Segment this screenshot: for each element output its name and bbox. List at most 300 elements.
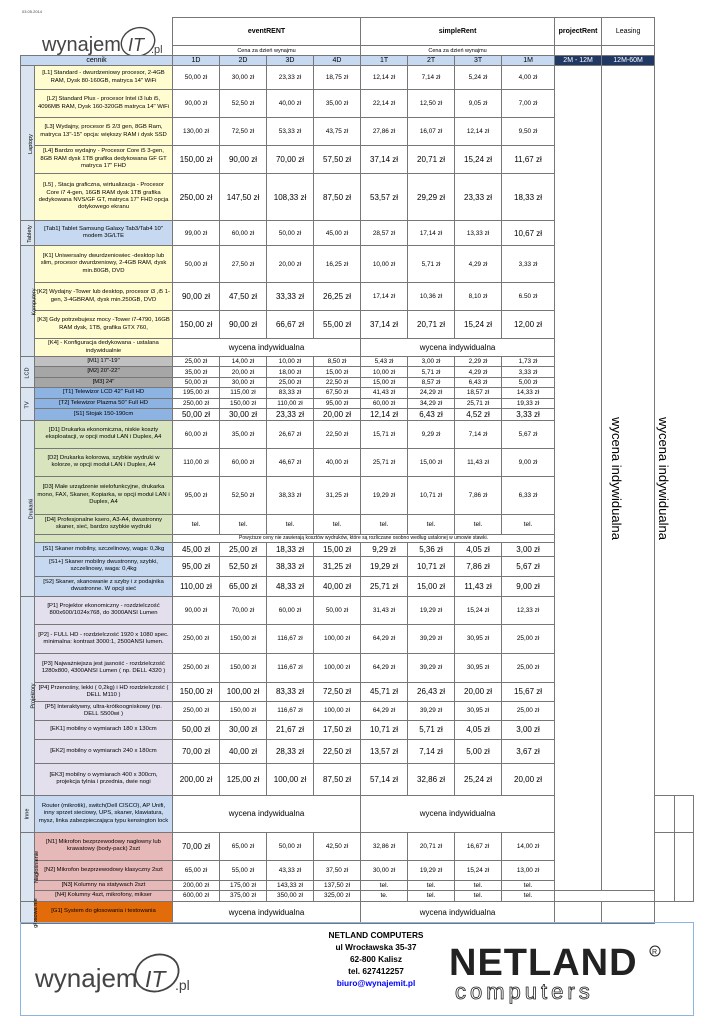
- price-cell: 7,86 zł: [455, 556, 502, 576]
- price-cell: 22,50 zł: [314, 377, 361, 387]
- price-cell: 175,00 zł: [220, 880, 267, 890]
- price-cell: 9,50 zł: [502, 118, 555, 146]
- price-cell: 4,29 zł: [455, 246, 502, 283]
- price-cell: 50,00 zł: [173, 246, 220, 283]
- svg-text:.pl: .pl: [175, 977, 190, 993]
- product-desc: [D4] Profesjonalne ksero, A3-A4, dwustronny skaner, sieć, bardzo szybkie wydruki: [35, 514, 173, 534]
- price-cell: 250,00 zł: [173, 701, 220, 720]
- price-cell: 46,67 zł: [267, 448, 314, 476]
- col-2d: 2D: [220, 56, 267, 66]
- price-cell: 5,67 zł: [502, 420, 555, 448]
- product-desc: [L3] Wydajny, procesor i5 2/3 gen, 8GB Ram, matryca 13"-15" opcja: większy RAM i dysk SSD: [35, 118, 173, 146]
- price-cell: 65,00 zł: [220, 576, 267, 596]
- product-desc: [T1] Telewizor LCD 42" Full HD: [35, 388, 173, 398]
- vertical-custom-price-12m: wycena indywidualna: [602, 66, 655, 891]
- price-cell: 250,00 zł: [173, 653, 220, 682]
- price-cell: 50,00 zł: [173, 720, 220, 739]
- product-desc: [L1] Standard - dwurdzeniowy procesor, 2-4GB RAM, Dysk 80-160GB, matryca 14" WiFi: [35, 66, 173, 90]
- product-desc: [P4] Przenośny, lekki ( 0,2kg) i HD rozdzielczość ( DELL M110 ): [35, 682, 173, 701]
- price-cell: 50,00 zł: [173, 377, 220, 387]
- price-cell: 25,00 zł: [220, 542, 267, 556]
- price-cell: 3,00 zł: [408, 357, 455, 367]
- price-cell: 10,00 zł: [267, 357, 314, 367]
- price-cell: 5,71 zł: [408, 720, 455, 739]
- company-street: ul Wrocławska 35-37: [335, 942, 417, 952]
- price-cell: 25,71 zł: [361, 448, 408, 476]
- price-cell: 4,05 zł: [455, 720, 502, 739]
- price-cell: 42,50 zł: [314, 832, 361, 860]
- price-cell: 27,86 zł: [361, 118, 408, 146]
- price-cell: 65,00 zł: [173, 860, 220, 880]
- col-1m: 1M: [502, 56, 555, 66]
- price-cell: tel.: [408, 880, 455, 890]
- price-cell: tel.: [267, 514, 314, 534]
- price-cell: 12,14 zł: [361, 408, 408, 420]
- price-cell: 30,00 zł: [220, 66, 267, 90]
- product-desc: [D2] Drukarka kolorowa, szybkie wydruki w kolorze, w opcji moduł LAN i Duplex, A4: [35, 448, 173, 476]
- table-row: [21, 891, 694, 901]
- price-cell: tel.: [455, 891, 502, 901]
- price-cell: 100,00 zł: [267, 763, 314, 795]
- custom-price: wycena indywidualna: [173, 795, 361, 832]
- price-cell: 11,43 zł: [455, 576, 502, 596]
- price-cell: 19,29 zł: [361, 476, 408, 514]
- product-desc: [P3] Najważniejsza jest jasność - rozdzielczość 1280x800, 4300ANSI Lumen ( np. DELL 4320 ): [35, 653, 173, 682]
- price-cell: 72,50 zł: [314, 682, 361, 701]
- col-2m-12m: 2M - 12M: [555, 56, 602, 66]
- price-cell: tel.: [220, 514, 267, 534]
- price-cell: 6,33 zł: [502, 476, 555, 514]
- svg-text:NETLAND: NETLAND: [449, 942, 638, 984]
- price-cell: 50,00 zł: [267, 221, 314, 246]
- price-cell: 15,24 zł: [455, 146, 502, 174]
- price-cell: 39,29 zł: [408, 653, 455, 682]
- price-cell: 17,14 zł: [361, 283, 408, 311]
- price-cell: 38,33 zł: [267, 556, 314, 576]
- product-desc: [S1+] Skaner mobilny dwustronny, szybki, szczelinowy, waga: 0,4kg: [35, 556, 173, 576]
- product-desc: [L4] Bardzo wydajny - Procesor Core i5 3-gen, 8GB RAM dysk 1TB grafika dedykowana GF GT matryca 17" FHD: [35, 146, 173, 174]
- price-cell: 7,00 zł: [502, 90, 555, 118]
- product-desc: [N1] Mikrofon bezprzewodowy nagłowny lub krawatowy (body-pack) 2szt: [35, 832, 173, 860]
- price-cell: 50,00 zł: [267, 832, 314, 860]
- price-cell: 20,00 zł: [502, 763, 555, 795]
- price-cell: 22,50 zł: [314, 420, 361, 448]
- price-cell: 147,50 zł: [220, 174, 267, 221]
- price-cell: 3,67 zł: [502, 739, 555, 763]
- price-cell: 21,67 zł: [267, 720, 314, 739]
- price-cell: 116,67 zł: [267, 624, 314, 653]
- price-cell: 19,33 zł: [502, 398, 555, 408]
- price-cell: 19,29 zł: [408, 596, 455, 624]
- price-cell: 99,00 zł: [173, 221, 220, 246]
- price-cell: 600,00 zł: [173, 891, 220, 901]
- price-cell: 23,33 zł: [267, 408, 314, 420]
- category-lcd: LCD: [21, 357, 35, 388]
- price-cell: 32,86 zł: [361, 832, 408, 860]
- price-cell: 110,00 zł: [173, 448, 220, 476]
- table-row: [21, 66, 694, 90]
- price-cell: 39,29 zł: [408, 624, 455, 653]
- price-cell: 15,24 zł: [455, 596, 502, 624]
- price-cell: 24,29 zł: [408, 388, 455, 398]
- price-cell: 64,29 zł: [361, 701, 408, 720]
- price-cell: 150,00 zł: [173, 682, 220, 701]
- price-cell: 15,00 zł: [314, 367, 361, 377]
- price-cell: 150,00 zł: [220, 701, 267, 720]
- product-desc: Router (mikrotik), switch(Dell CISCO), AP Unifi, inny sprzet sieciowy, UPS, skaner, klawiatura, mysz, linka zabezpieczająca typu kensington lock: [35, 795, 173, 832]
- price-cell: 52,50 zł: [220, 90, 267, 118]
- price-cell: 30,95 zł: [455, 653, 502, 682]
- price-cell: 60,00 zł: [173, 420, 220, 448]
- price-cell: 70,00 zł: [173, 832, 220, 860]
- price-cell: 3,00 zł: [502, 542, 555, 556]
- price-cell: 12,14 zł: [455, 118, 502, 146]
- price-cell: 22,14 zł: [361, 90, 408, 118]
- price-cell: 12,50 zł: [408, 90, 455, 118]
- product-desc: [D3] Małe urządzenie wielofunkcyjne, drukarka mono, FAX, Skaner, Kopiarka, w opcji moduł LAN i Duplex, A4: [35, 476, 173, 514]
- price-cell: 20,00 zł: [220, 367, 267, 377]
- price-table: [20, 17, 694, 928]
- product-desc: [S2] Skaner, skanowanie z szyby i z podajnika dwustronne. W opcji sieć: [35, 576, 173, 596]
- price-cell: 15,00 zł: [408, 448, 455, 476]
- price-cell: 18,33 zł: [502, 174, 555, 221]
- price-cell: 83,33 zł: [267, 682, 314, 701]
- category-laptopy: Laptopy: [21, 66, 35, 221]
- product-desc: [K2] Wydajny -Tower lub desktop, procesor i3 ,i5 1-gen, 3-4GBRAM, dysk min.250GB, DVD: [35, 283, 173, 311]
- company-name: NETLAND COMPUTERS: [328, 930, 424, 940]
- price-cell: 25,00 zł: [502, 624, 555, 653]
- price-cell: 64,29 zł: [361, 624, 408, 653]
- price-cell: 13,33 zł: [455, 221, 502, 246]
- price-cell: 16,67 zł: [455, 832, 502, 860]
- svg-text:computers: computers: [455, 979, 594, 1004]
- price-cell: 325,00 zł: [314, 891, 361, 901]
- price-cell: 137,50 zł: [314, 880, 361, 890]
- custom-price: wycena indywidualna: [361, 901, 555, 923]
- price-cell: 20,71 zł: [408, 832, 455, 860]
- price-cell: 8,57 zł: [408, 377, 455, 387]
- price-cell: 31,25 zł: [314, 476, 361, 514]
- price-cell: tel.: [408, 514, 455, 534]
- col-4d: 4D: [314, 56, 361, 66]
- price-cell: 4,05 zł: [455, 542, 502, 556]
- price-cell: 15,67 zł: [502, 682, 555, 701]
- price-cell: 43,75 zł: [314, 118, 361, 146]
- price-cell: 150,00 zł: [173, 311, 220, 339]
- price-cell: 250,00 zł: [173, 174, 220, 221]
- price-cell: 10,36 zł: [408, 283, 455, 311]
- price-cell: 20,00 zł: [314, 408, 361, 420]
- price-cell: 17,50 zł: [314, 720, 361, 739]
- price-cell: 100,00 zł: [220, 682, 267, 701]
- price-cell: 66,67 zł: [267, 311, 314, 339]
- product-desc: [L2] Standard Plus - procesor Intel i3 lub i5, 4096MB RAM, Dysk 160-320GB matryca 14" WiFi: [35, 90, 173, 118]
- svg-text:IT: IT: [128, 35, 144, 55]
- price-cell: 12,00 zł: [502, 311, 555, 339]
- company-email-link[interactable]: biuro@wynajemit.pl: [336, 978, 416, 988]
- price-cell: 25,00 zł: [502, 701, 555, 720]
- price-cell: 7,14 zł: [455, 420, 502, 448]
- svg-text:IT: IT: [145, 966, 166, 992]
- price-cell: 64,29 zł: [361, 653, 408, 682]
- price-cell: 20,00 zł: [455, 682, 502, 701]
- category-inne: Inne: [21, 795, 35, 832]
- price-cell: 60,00 zł: [361, 398, 408, 408]
- price-cell: 40,00 zł: [314, 448, 361, 476]
- price-cell: 70,00 zł: [173, 739, 220, 763]
- price-cell: 25,00 zł: [502, 653, 555, 682]
- product-desc: [T2] Telewizor Plazma 50" Full HD: [35, 398, 173, 408]
- price-cell: 95,00 zł: [173, 556, 220, 576]
- price-cell: 34,29 zł: [408, 398, 455, 408]
- price-cell: tel.: [408, 891, 455, 901]
- price-cell: 8,50 zł: [314, 357, 361, 367]
- price-cell: 18,75 zł: [314, 66, 361, 90]
- price-cell: 18,33 zł: [267, 542, 314, 556]
- price-cell: 116,67 zł: [267, 653, 314, 682]
- price-cell: 4,00 zł: [502, 66, 555, 90]
- price-cell: 116,67 zł: [267, 701, 314, 720]
- price-cell: 9,00 zł: [502, 448, 555, 476]
- price-cell: 110,00 zł: [173, 576, 220, 596]
- price-cell: 28,57 zł: [361, 221, 408, 246]
- category-drukarki: Drukarki: [21, 420, 35, 596]
- product-desc: [S1] Skaner mobilny, szczelinowy, waga: 0,3kg: [35, 542, 173, 556]
- price-cell: 13,57 zł: [361, 739, 408, 763]
- price-cell: 57,50 zł: [314, 146, 361, 174]
- price-cell: 150,00 zł: [220, 653, 267, 682]
- price-cell: 350,00 zł: [267, 891, 314, 901]
- price-cell: 87,50 zł: [314, 763, 361, 795]
- price-cell: 53,33 zł: [267, 118, 314, 146]
- price-cell: 7,14 zł: [408, 739, 455, 763]
- price-cell: tel.: [361, 880, 408, 890]
- price-cell: 16,25 zł: [314, 246, 361, 283]
- price-cell: 15,00 zł: [314, 542, 361, 556]
- price-cell: 108,33 zł: [267, 174, 314, 221]
- price-cell: 35,00 zł: [173, 367, 220, 377]
- price-cell: 26,43 zł: [408, 682, 455, 701]
- custom-price: wycena indywidualna: [361, 339, 555, 357]
- price-cell: 67,50 zł: [314, 388, 361, 398]
- price-cell: 11,43 zł: [455, 448, 502, 476]
- col-2t: 2T: [408, 56, 455, 66]
- price-cell: tel.: [455, 514, 502, 534]
- price-cell: 90,00 zł: [173, 283, 220, 311]
- price-cell: tel.: [173, 514, 220, 534]
- price-cell: te.: [361, 891, 408, 901]
- price-cell: 60,00 zł: [220, 221, 267, 246]
- price-cell: 15,24 zł: [455, 860, 502, 880]
- eventrent-header: eventRENT: [173, 18, 361, 46]
- price-cell: 6,43 zł: [455, 377, 502, 387]
- price-cell: 25,71 zł: [455, 398, 502, 408]
- price-cell: 35,00 zł: [314, 90, 361, 118]
- price-cell: tel.: [502, 891, 555, 901]
- netland-logo: [445, 937, 685, 1007]
- price-cell: 7,14 zł: [408, 66, 455, 90]
- price-cell: 23,33 zł: [267, 66, 314, 90]
- price-cell: 1,73 zł: [502, 357, 555, 367]
- price-cell: 375,00 zł: [220, 891, 267, 901]
- price-cell: 57,14 zł: [361, 763, 408, 795]
- price-cell: 19,29 zł: [408, 860, 455, 880]
- cennik-label: cennik: [21, 56, 173, 66]
- price-cell: 8,10 zł: [455, 283, 502, 311]
- category-naglosnienie: Nagłośnienie: [21, 832, 35, 901]
- document-date: 03.05.2014: [22, 9, 43, 14]
- price-cell: 30,00 zł: [220, 408, 267, 420]
- product-desc: [K4] - Konfiguracja dedykowana - ustalana indywidualnie: [35, 339, 173, 357]
- projectrent-header: projectRent: [555, 18, 602, 46]
- price-cell: 60,00 zł: [267, 596, 314, 624]
- price-cell: 110,00 zł: [267, 398, 314, 408]
- price-cell: 250,00 zł: [173, 398, 220, 408]
- price-cell: 50,00 zł: [173, 408, 220, 420]
- price-cell: 50,00 zł: [173, 66, 220, 90]
- price-cell: 9,00 zł: [502, 576, 555, 596]
- price-cell: 26,25 zł: [314, 283, 361, 311]
- simplerent-header: simpleRent: [361, 18, 555, 46]
- price-cell: 47,50 zł: [220, 283, 267, 311]
- price-cell: 5,24 zł: [455, 66, 502, 90]
- price-cell: 20,71 zł: [408, 146, 455, 174]
- price-cell: 20,71 zł: [408, 311, 455, 339]
- price-cell: 65,00 zł: [220, 832, 267, 860]
- price-cell: 55,00 zł: [314, 311, 361, 339]
- price-cell: 150,00 zł: [173, 146, 220, 174]
- price-cell: 70,00 zł: [220, 596, 267, 624]
- price-cell: 3,33 zł: [502, 408, 555, 420]
- price-cell: 45,00 zł: [173, 542, 220, 556]
- footer: [20, 922, 694, 1016]
- category-tv: TV: [21, 388, 35, 421]
- price-cell: 9,29 zł: [361, 542, 408, 556]
- company-phone: tel. 627412257: [348, 966, 404, 976]
- price-cell: 150,00 zł: [220, 624, 267, 653]
- price-cell: 6.50 zł: [502, 283, 555, 311]
- price-cell: 40,00 zł: [267, 90, 314, 118]
- price-cell: 7,86 zł: [455, 476, 502, 514]
- category-glosowanie: głosowa nie: [21, 901, 35, 923]
- price-cell: 3,33 zł: [502, 367, 555, 377]
- price-cell: 31,43 zł: [361, 596, 408, 624]
- price-cell: 15,71 zł: [361, 420, 408, 448]
- product-desc: [EK1] mobilny o wymiarach 180 x 130cm: [35, 720, 173, 739]
- product-desc: [G1] System do głosowania i testowania: [35, 901, 173, 923]
- price-cell: 12,33 zł: [502, 596, 555, 624]
- price-cell: 25,00 zł: [267, 377, 314, 387]
- product-desc: [P2] - FULL HD - rozdzielczość 1920 x 1080 spec. minimalna: kontrast 3000:1, 2500ANSI lumen.: [35, 624, 173, 653]
- price-cell: 83,33 zł: [267, 388, 314, 398]
- product-desc: [EK3] mobilny o wymiarach 400 x 300cm, projekcja tylnia i przednia, dwie nogi: [35, 763, 173, 795]
- product-desc: [K3] Gdy potrzebujesz mocy -Tower i7-4790, 16GB RAM dysk, 1TB, grafika GTX 760,: [35, 311, 173, 339]
- price-cell: 32,86 zł: [408, 763, 455, 795]
- price-cell: 6,43 zł: [408, 408, 455, 420]
- category-komputery: Komputery: [21, 246, 35, 357]
- price-cell: 40,00 zł: [314, 576, 361, 596]
- price-cell: 35,00 zł: [220, 420, 267, 448]
- category-projektory: Projektory: [21, 596, 35, 795]
- col-1t: 1T: [361, 56, 408, 66]
- category-tablety: Tablety: [21, 221, 35, 246]
- product-desc: [K1] Uniwersalny dwurdzeniowiec -desktop lub slim, procesor dwurdzeniowy, 2-4GB RAM, dysk min.80GB, DVD: [35, 246, 173, 283]
- price-cell: 13,00 zł: [502, 860, 555, 880]
- price-cell: 250,00 zł: [173, 624, 220, 653]
- product-desc: [D1] Drukarka ekonomiczna, niskie koszty eksploatacji, w opcji moduł LAN i Duplex, A4: [35, 420, 173, 448]
- price-cell: 11,67 zł: [502, 146, 555, 174]
- price-cell: 45,00 zł: [314, 221, 361, 246]
- price-cell: tel.: [455, 880, 502, 890]
- price-cell: 130,00 zł: [173, 118, 220, 146]
- price-cell: 22,50 zł: [314, 739, 361, 763]
- product-desc: [P1] Projektor ekonomiczny - rozdzielczość 800x600/1024x768, do 3000ANSI Lumen: [35, 596, 173, 624]
- price-cell: 100,00 zł: [314, 701, 361, 720]
- price-cell: 33,33 zł: [267, 283, 314, 311]
- price-cell: 115,00 zł: [220, 388, 267, 398]
- table-row: [21, 901, 694, 923]
- vertical-custom-price-2m: wycena indywidualna: [555, 66, 602, 891]
- price-cell: 25,24 zł: [455, 763, 502, 795]
- price-cell: 30,95 zł: [455, 701, 502, 720]
- price-cell: 19,29 zł: [361, 556, 408, 576]
- price-cell: 37,50 zł: [314, 860, 361, 880]
- price-cell: 90,00 zł: [220, 311, 267, 339]
- price-cell: 10,71 zł: [408, 556, 455, 576]
- price-cell: 143,33 zł: [267, 880, 314, 890]
- price-cell: 5,67 zł: [502, 556, 555, 576]
- product-desc: [EK2] mobilny o wymiarach 240 x 180cm: [35, 739, 173, 763]
- price-cell: 29,29 zł: [408, 174, 455, 221]
- price-cell: 70,00 zł: [267, 146, 314, 174]
- svg-text:.pl: .pl: [151, 44, 163, 56]
- svg-text:wynajem: wynajem: [42, 34, 121, 56]
- price-cell: 4,29 zł: [455, 367, 502, 377]
- price-cell: 23,33 zł: [455, 174, 502, 221]
- price-cell: 95,00 zł: [314, 398, 361, 408]
- price-cell: 38,33 zł: [267, 476, 314, 514]
- company-city: 62-800 Kalisz: [349, 954, 403, 964]
- svg-text:wynajem: wynajem: [35, 963, 138, 993]
- product-desc: [M2] 20"-22": [35, 367, 173, 377]
- price-cell: 30,00 zł: [220, 720, 267, 739]
- price-cell: 60,00 zł: [220, 448, 267, 476]
- price-cell: 27,50 zł: [220, 246, 267, 283]
- price-cell: 50,00 zł: [314, 596, 361, 624]
- wynajemit-footer-logo: [33, 949, 198, 1001]
- price-cell: 40,00 zł: [220, 739, 267, 763]
- price-cell: 10,67 zł: [502, 221, 555, 246]
- price-cell: 200,00 zł: [173, 763, 220, 795]
- price-cell: 25,00 zł: [173, 357, 220, 367]
- price-cell: 37,14 zł: [361, 146, 408, 174]
- price-cell: 15,00 zł: [361, 377, 408, 387]
- price-cell: 26,67 zł: [267, 420, 314, 448]
- svg-text:R: R: [652, 949, 658, 956]
- custom-price: wycena indywidualna: [173, 339, 361, 357]
- price-cell: 100,00 zł: [314, 624, 361, 653]
- price-cell: 87,50 zł: [314, 174, 361, 221]
- price-cell: 28,33 zł: [267, 739, 314, 763]
- price-cell: 52,50 zł: [220, 556, 267, 576]
- price-cell: 43,33 zł: [267, 860, 314, 880]
- price-cell: 30,95 zł: [455, 624, 502, 653]
- price-cell: 41,43 zł: [361, 388, 408, 398]
- col-1d: 1D: [173, 56, 220, 66]
- price-cell: 14,00 zł: [220, 357, 267, 367]
- price-cell: 4,52 zł: [455, 408, 502, 420]
- price-cell: 45,71 zł: [361, 682, 408, 701]
